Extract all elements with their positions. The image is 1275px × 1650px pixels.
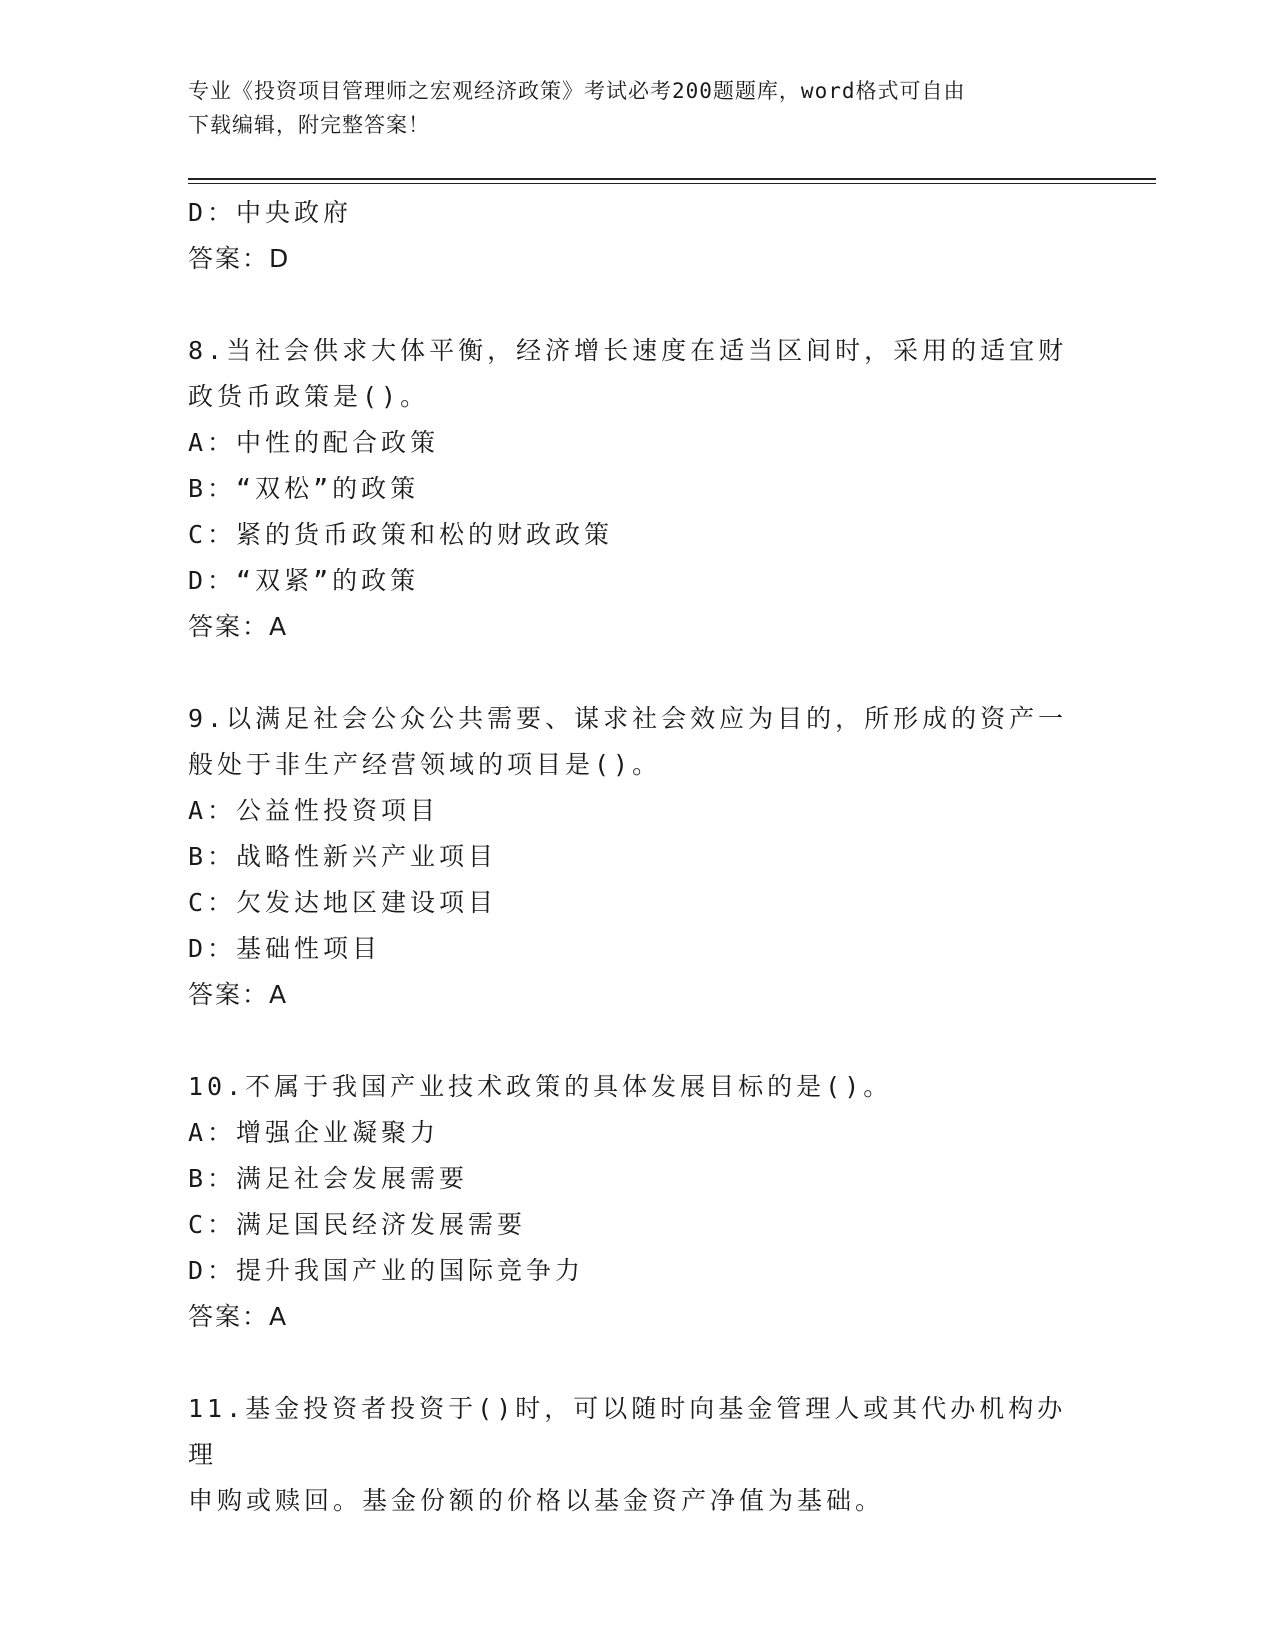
question-stem: 9.以满足社会公众公共需要、谋求社会效应为目的，所形成的资产一 (188, 704, 1068, 733)
header-divider-thin (188, 183, 1156, 184)
question-stem: 8.当社会供求大体平衡，经济增长速度在适当区间时，采用的适宜财 (188, 336, 1068, 365)
spacer (188, 650, 1088, 696)
previous-question-tail (188, 190, 1088, 282)
question-stem: 般处于非生产经营领域的项目是()。 (188, 750, 662, 779)
document-body (188, 190, 1088, 1524)
option-c: C：满足国民经济发展需要 (188, 1210, 527, 1239)
option-d: D：提升我国产业的国际竞争力 (188, 1256, 585, 1285)
question-stem: 10.不属于我国产业技术政策的具体发展目标的是()。 (188, 1072, 893, 1101)
option-a: A：增强企业凝聚力 (188, 1118, 440, 1147)
question-9 (188, 696, 1088, 1018)
option-b: B：满足社会发展需要 (188, 1164, 469, 1193)
header-divider-thick (188, 178, 1156, 180)
option-a: A：中性的配合政策 (188, 428, 440, 457)
option-d: D：基础性项目 (188, 934, 382, 963)
header-line-1: 专业《投资项目管理师之宏观经济政策》考试必考200题题库，word格式可自由 (188, 79, 966, 103)
option-c: C：紧的货币政策和松的财政政策 (188, 520, 614, 549)
option-d: D：“双紧”的政策 (188, 566, 420, 595)
answer-line: 答案：D (188, 244, 291, 273)
answer-line: 答案：A (188, 612, 289, 641)
question-11 (188, 1386, 1088, 1524)
question-10 (188, 1064, 1088, 1340)
answer-line: 答案：A (188, 1302, 289, 1331)
spacer (188, 282, 1088, 328)
question-stem: 11.基金投资者投资于()时，可以随时向基金管理人或其代办机构办理 (188, 1394, 1067, 1469)
option-b: B：“双松”的政策 (188, 474, 420, 503)
header-line-2: 下载编辑，附完整答案！ (188, 113, 430, 137)
question-8 (188, 328, 1088, 650)
spacer (188, 1340, 1088, 1386)
answer-line: 答案：A (188, 980, 289, 1009)
spacer (188, 1018, 1088, 1064)
option-a: A：公益性投资项目 (188, 796, 440, 825)
option-b: B：战略性新兴产业项目 (188, 842, 498, 871)
option-d: D：中央政府 (188, 198, 353, 227)
question-stem: 申购或赎回。基金份额的价格以基金资产净值为基础。 (188, 1486, 885, 1515)
option-c: C：欠发达地区建设项目 (188, 888, 498, 917)
document-header (188, 74, 1088, 142)
question-stem: 政货币政策是()。 (188, 382, 430, 411)
